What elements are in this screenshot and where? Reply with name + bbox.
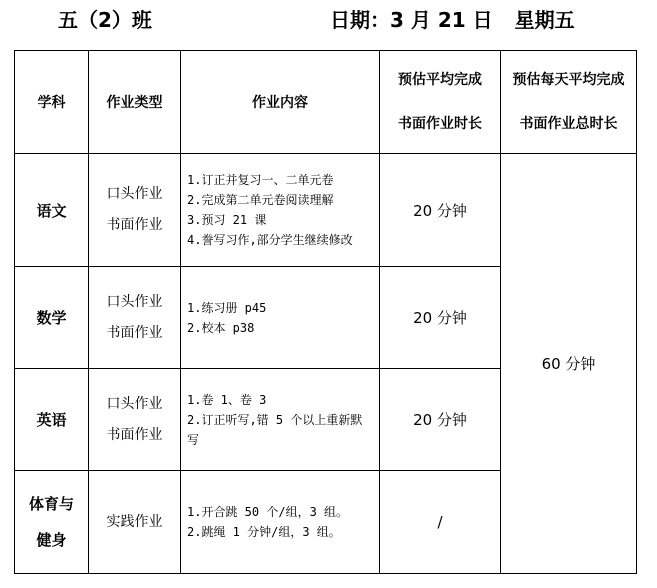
- subject-line: 体育与: [28, 495, 74, 513]
- type-cell: [89, 471, 181, 574]
- header-daily-total-line1: 预估每天平均完成: [512, 72, 625, 88]
- date-label: 日期：3 月 21 日: [330, 8, 493, 32]
- type-label: 书面作业: [106, 217, 163, 233]
- header-content: 作业内容: [181, 51, 380, 154]
- content-item: 1.订正并复习一、二单元卷: [187, 173, 334, 187]
- type-cell: [89, 267, 181, 369]
- type-label: 实践作业: [106, 513, 163, 530]
- homework-table: [14, 50, 637, 574]
- content-item: 1.练习册 p45: [187, 300, 267, 315]
- type-label: 书面作业: [106, 426, 163, 443]
- subject-cell: [15, 471, 89, 574]
- content-item: 4.誊写习作,部分学生继续修改: [187, 233, 353, 247]
- type-label: 口头作业: [106, 186, 163, 202]
- type-cell: [89, 369, 181, 471]
- content-cell: [181, 369, 380, 471]
- content-item: 1.卷 1、卷 3: [187, 392, 267, 407]
- content-item: 3.预习 21 课: [187, 213, 267, 227]
- header-avg-time: [380, 51, 501, 154]
- content-item: 2.订正听写,错 5 个以上重新默写: [187, 412, 363, 447]
- type-cell: [89, 154, 181, 267]
- header-type: 作业类型: [89, 51, 181, 154]
- daily-total-cell: 60 分钟: [501, 154, 637, 574]
- header-row: [15, 51, 637, 154]
- subject-cell: 语文: [15, 154, 89, 267]
- duration-cell: 20 分钟: [380, 267, 501, 369]
- content-item: 2.校本 p38: [187, 320, 255, 335]
- content-item: 2.完成第二单元卷阅读理解: [187, 193, 334, 207]
- duration-cell: /: [380, 471, 501, 574]
- header-daily-total: [501, 51, 637, 154]
- header-avg-time-line2: 书面作业时长: [398, 116, 482, 132]
- type-label: 口头作业: [106, 395, 163, 412]
- subject-cell: 数学: [15, 267, 89, 369]
- content-item: 1.开合跳 50 个/组，3 组。: [187, 505, 349, 519]
- content-item: 2.跳绳 1 分钟/组，3 组。: [187, 525, 341, 539]
- content-cell: [181, 267, 380, 369]
- duration-cell: 20 分钟: [380, 369, 501, 471]
- class-title: 五（2）班: [58, 8, 152, 32]
- weekday-label: 星期五: [514, 8, 575, 32]
- subject-line: 健身: [36, 531, 67, 549]
- header-subject: 学科: [15, 51, 89, 154]
- date-line: [330, 4, 575, 33]
- table-row: [15, 154, 637, 267]
- subject-cell: 英语: [15, 369, 89, 471]
- header-avg-time-line1: 预估平均完成: [398, 72, 482, 88]
- header-daily-total-line2: 书面作业总时长: [519, 116, 618, 132]
- content-cell: [181, 471, 380, 574]
- type-label: 口头作业: [106, 293, 163, 310]
- duration-cell: 20 分钟: [380, 154, 501, 267]
- content-cell: [181, 154, 380, 267]
- type-label: 书面作业: [106, 324, 163, 341]
